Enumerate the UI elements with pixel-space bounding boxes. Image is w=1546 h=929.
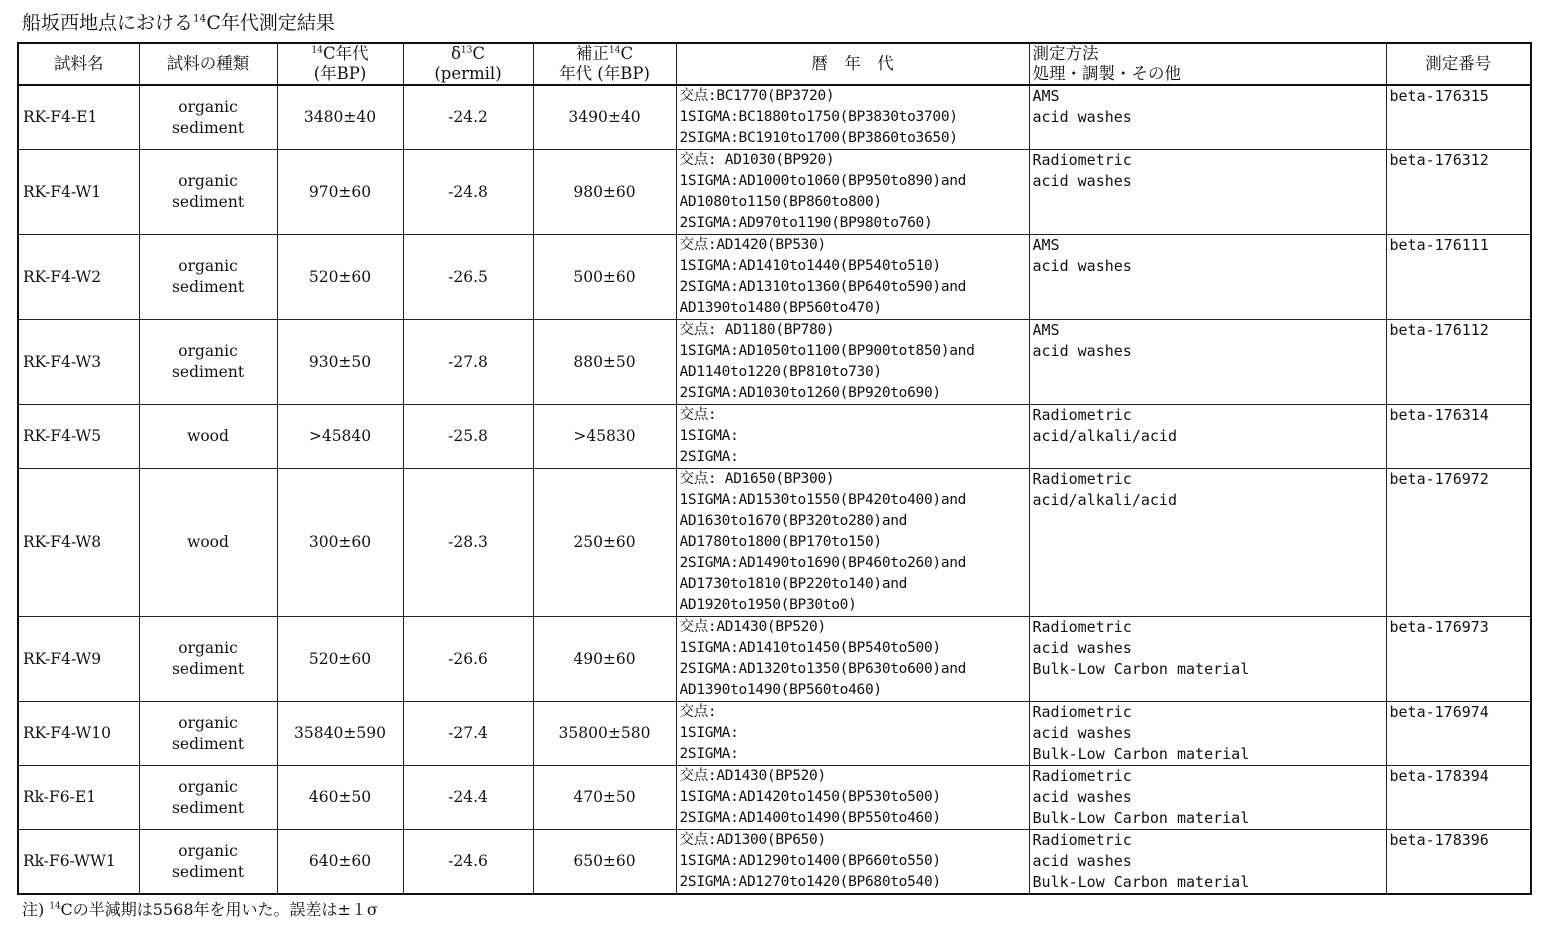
sample-type-cell-line: sediment [171, 734, 245, 753]
sample-type-cell-line: wood [187, 427, 229, 445]
c14-age-cell-text: 35840±590 [294, 724, 386, 742]
corrected-age-cell [533, 617, 676, 702]
measurement-number-cell [1386, 617, 1531, 702]
measurement-number-cell-text: beta-176112 [1389, 321, 1489, 339]
header-type: 試料の種類 [139, 43, 277, 85]
note-superscript: 14 [49, 901, 61, 912]
table-row [18, 85, 1531, 150]
method-cell-line: Bulk-Low Carbon material [1032, 873, 1250, 891]
corrected-age-cell [533, 150, 676, 235]
calendar-age-cell-line: 交点: AD1030(BP920) [679, 152, 835, 168]
calendar-age-cell-line: AD1630to1670(BP320to280)and [679, 513, 908, 529]
calendar-age-cell-line: 1SIGMA:AD1410to1450(BP540to500) [679, 640, 941, 656]
method-cell [1029, 235, 1386, 320]
note-text: Cの半減期は5568年を用いた。誤差は±１σ [60, 900, 378, 919]
method-cell [1029, 405, 1386, 469]
c14-age-cell-text: 520±60 [308, 267, 372, 286]
sample-type-cell-line: sediment [171, 660, 245, 678]
c14-age-cell [277, 469, 403, 617]
method-cell-line: acid washes [1032, 852, 1132, 870]
sample-name-cell-text: RK-F4-W1 [23, 182, 102, 201]
delta13c-cell-text: -28.3 [448, 533, 488, 551]
corrected-age-cell-text: 35800±580 [558, 724, 651, 742]
method-cell [1029, 617, 1386, 702]
delta13c-cell-text: -24.6 [448, 852, 488, 870]
calendar-age-cell-line: AD1920to1950(BP30to0) [679, 597, 857, 613]
sample-name-cell-text: Rk-F6-E1 [23, 788, 97, 806]
sample-name-cell [18, 320, 139, 405]
corrected-age-cell-text: 250±60 [573, 533, 636, 551]
calendar-age-cell [676, 150, 1029, 235]
calendar-age-cell-line: 1SIGMA:AD1420to1450(BP530to500) [679, 789, 941, 805]
sample-type-cell [139, 702, 277, 766]
sample-type-cell-line: organic [178, 841, 238, 860]
method-cell-line: acid washes [1032, 108, 1132, 126]
sample-name-cell-text: RK-F4-W8 [23, 533, 102, 551]
corrected-age-cell-text: 3490±40 [568, 108, 641, 126]
method-cell-line: Radiometric [1032, 151, 1132, 169]
calendar-age-cell-line: 1SIGMA:AD1410to1440(BP540to510) [679, 258, 941, 274]
calendar-age-cell [676, 320, 1029, 405]
header-calendar: 暦 年 代 [676, 43, 1029, 85]
method-cell-line: acid/alkali/acid [1032, 491, 1177, 509]
sample-type-cell-line: sediment [171, 798, 245, 817]
calendar-age-cell-line: 2SIGMA:AD1490to1690(BP460to260)and [679, 555, 967, 571]
header-d13: $\delta^{13}C$ (permil) [403, 43, 533, 85]
measurement-number-cell-text: beta-176315 [1389, 87, 1489, 105]
c14-age-cell [277, 830, 403, 895]
delta13c-cell [403, 702, 533, 766]
calendar-age-cell-line: 交点: [679, 704, 717, 720]
sample-type-cell [139, 150, 277, 235]
calendar-age-cell [676, 469, 1029, 617]
table-row [18, 320, 1531, 405]
c14-age-cell-text: 520±60 [308, 649, 372, 668]
calendar-age-cell-line: 2SIGMA:AD1310to1360(BP640to590)and [679, 279, 967, 295]
measurement-number-cell [1386, 320, 1531, 405]
method-cell [1029, 320, 1386, 405]
corrected-age-cell-text: >45830 [573, 427, 636, 445]
c14-age-cell-text: >45840 [308, 427, 372, 445]
measurement-number-cell [1386, 85, 1531, 150]
sample-type-cell [139, 469, 277, 617]
sample-type-cell-line: organic [178, 639, 238, 657]
corrected-age-cell [533, 405, 676, 469]
c14-age-cell [277, 617, 403, 702]
calendar-age-cell [676, 830, 1029, 895]
method-cell-line: acid washes [1032, 788, 1132, 806]
measurement-number-cell-text: beta-178394 [1389, 767, 1489, 785]
table-row [18, 702, 1531, 766]
method-cell-line: acid washes [1032, 342, 1132, 360]
table-row [18, 150, 1531, 235]
method-cell [1029, 766, 1386, 830]
calendar-age-cell-line: 2SIGMA:AD1400to1490(BP550to460) [679, 810, 941, 826]
measurement-number-cell [1386, 702, 1531, 766]
method-cell [1029, 469, 1386, 617]
corrected-age-cell-text: 980±60 [573, 182, 636, 201]
sample-name-cell-text: RK-F4-E1 [23, 108, 98, 126]
c14-age-cell [277, 85, 403, 150]
sample-type-cell [139, 85, 277, 150]
corrected-age-cell [533, 702, 676, 766]
sample-type-cell-line: organic [178, 97, 238, 116]
header-corrected-age: 補正$^{14}$C 年代 (年BP) [533, 43, 676, 85]
sample-type-cell [139, 320, 277, 405]
header-number: 測定番号 [1386, 43, 1531, 85]
method-cell [1029, 830, 1386, 895]
delta13c-cell [403, 150, 533, 235]
sample-type-cell-line: organic [178, 257, 238, 275]
method-cell-line: AMS [1032, 236, 1060, 254]
calendar-age-cell-line: 2SIGMA:BC1910to1700(BP3860to3650) [679, 130, 958, 146]
corrected-age-cell-text: 650±60 [573, 852, 636, 870]
sample-name-cell [18, 405, 139, 469]
delta13c-cell-text: -26.5 [448, 267, 488, 286]
c14-age-cell-text: 640±60 [308, 852, 372, 870]
calendar-age-cell [676, 702, 1029, 766]
method-cell-line: acid washes [1032, 172, 1132, 190]
sample-type-cell-line: organic [178, 777, 238, 796]
header-age: $^{14}$C年代 (年BP) [277, 43, 403, 85]
method-cell-line: acid/alkali/acid [1032, 427, 1177, 445]
calendar-age-cell-line: 1SIGMA: [679, 428, 739, 444]
calendar-age-cell-line: 1SIGMA: [679, 725, 739, 741]
header-name: 試料名 [18, 43, 139, 85]
method-cell-line: Bulk-Low Carbon material [1032, 745, 1250, 763]
c14-age-cell-text: 3480±40 [303, 108, 377, 126]
sample-type-cell-line: organic [178, 342, 238, 360]
method-cell [1029, 150, 1386, 235]
results-table [17, 42, 1532, 895]
calendar-age-cell-line: 1SIGMA:AD1000to1060(BP950to890)and [679, 173, 967, 189]
sample-name-cell [18, 235, 139, 320]
sample-type-cell-line: sediment [171, 363, 245, 381]
corrected-age-cell-text: 880±50 [573, 352, 636, 371]
delta13c-cell-text: -27.4 [448, 724, 488, 742]
table-row [18, 405, 1531, 469]
method-cell-line: AMS [1032, 321, 1060, 339]
calendar-age-cell-line: AD1390to1480(BP560to470) [679, 300, 882, 316]
c14-age-cell [277, 766, 403, 830]
table-row [18, 830, 1531, 895]
corrected-age-cell [533, 85, 676, 150]
calendar-age-cell-line: 交点:AD1420(BP530) [679, 237, 826, 253]
sample-type-cell [139, 405, 277, 469]
sample-name-cell-text: RK-F4-W5 [23, 427, 102, 445]
method-cell-line: Radiometric [1032, 767, 1132, 785]
header-row [18, 43, 1531, 85]
sample-type-cell-line: sediment [171, 278, 245, 296]
calendar-age-cell-line: 交点:AD1430(BP520) [679, 619, 826, 635]
measurement-number-cell [1386, 766, 1531, 830]
sample-name-cell [18, 469, 139, 617]
calendar-age-cell-line: 交点: AD1180(BP780) [679, 322, 835, 338]
c14-age-cell [277, 702, 403, 766]
sample-name-cell-text: RK-F4-W10 [23, 724, 112, 742]
sample-name-cell [18, 617, 139, 702]
measurement-number-cell [1386, 469, 1531, 617]
measurement-number-cell [1386, 150, 1531, 235]
c14-age-cell-text: 300±60 [308, 533, 372, 551]
measurement-number-cell-text: beta-176111 [1389, 236, 1489, 254]
sample-type-cell [139, 617, 277, 702]
calendar-age-cell-line: 2SIGMA:AD1030to1260(BP920to690) [679, 385, 941, 401]
method-cell-line: acid washes [1032, 639, 1132, 657]
calendar-age-cell-line: 1SIGMA:AD1050to1100(BP900tot850)and [679, 343, 975, 359]
delta13c-cell [403, 320, 533, 405]
c14-age-cell [277, 235, 403, 320]
sample-type-cell-line: sediment [171, 862, 245, 881]
sample-name-cell [18, 766, 139, 830]
sample-type-cell-line: sediment [171, 193, 245, 211]
sample-name-cell [18, 702, 139, 766]
calendar-age-cell [676, 405, 1029, 469]
c14-age-cell-text: 460±50 [308, 788, 372, 806]
c14-age-cell-text: 930±50 [308, 352, 372, 371]
method-cell-line: Radiometric [1032, 618, 1132, 636]
sample-name-cell-text: RK-F4-W3 [23, 352, 102, 371]
calendar-age-cell-line: 2SIGMA:AD1320to1350(BP630to600)and [679, 661, 967, 677]
title-prefix: 船坂西地点における [22, 12, 194, 34]
table-row [18, 235, 1531, 320]
delta13c-cell-text: -24.2 [448, 108, 488, 126]
corrected-age-cell-text: 490±60 [573, 649, 636, 668]
sample-type-cell [139, 766, 277, 830]
sample-name-cell [18, 85, 139, 150]
sample-type-cell-line: organic [178, 713, 238, 732]
calendar-age-cell-line: 2SIGMA:AD1270to1420(BP680to540) [679, 874, 941, 890]
delta13c-cell-text: -26.6 [448, 649, 488, 668]
calendar-age-cell-line: 交点:BC1770(BP3720) [679, 88, 835, 104]
measurement-number-cell [1386, 830, 1531, 895]
sample-name-cell-text: Rk-F6-WW1 [23, 852, 116, 870]
method-cell-line: Bulk-Low Carbon material [1032, 660, 1250, 678]
calendar-age-cell-line: AD1140to1220(BP810to730) [679, 364, 882, 380]
calendar-age-cell-line: AD1390to1490(BP560to460) [679, 682, 882, 698]
measurement-number-cell-text: beta-176314 [1389, 406, 1489, 424]
title-superscript: 14 [193, 12, 207, 25]
calendar-age-cell-line: AD1730to1810(BP220to140)and [679, 576, 908, 592]
calendar-age-cell-line: 交点: AD1650(BP300) [679, 471, 835, 487]
method-cell-line: Radiometric [1032, 831, 1132, 849]
delta13c-cell-text: -27.8 [448, 352, 488, 371]
measurement-number-cell-text: beta-176974 [1389, 703, 1489, 721]
sample-type-cell-line: organic [178, 172, 238, 190]
corrected-age-cell [533, 235, 676, 320]
table-row [18, 617, 1531, 702]
method-cell-line: acid washes [1032, 724, 1132, 742]
method-cell-line: acid washes [1032, 257, 1132, 275]
calendar-age-cell [676, 617, 1029, 702]
delta13c-cell [403, 85, 533, 150]
method-cell-line: Radiometric [1032, 406, 1132, 424]
note-prefix: 注) [22, 900, 45, 919]
corrected-age-cell [533, 766, 676, 830]
calendar-age-cell [676, 235, 1029, 320]
sample-type-cell-line: sediment [171, 118, 245, 137]
method-cell-line: Bulk-Low Carbon material [1032, 809, 1250, 827]
sample-type-cell-line: wood [187, 533, 229, 551]
corrected-age-cell-text: 470±50 [573, 788, 636, 806]
c14-age-cell [277, 320, 403, 405]
header-method: 測定方法 処理・調製・その他 [1029, 43, 1386, 85]
sample-name-cell [18, 150, 139, 235]
delta13c-cell-text: -25.8 [448, 427, 488, 445]
table-body [18, 85, 1531, 894]
calendar-age-cell-line: 1SIGMA:BC1880to1750(BP3830to3700) [679, 109, 958, 125]
measurement-number-cell-text: beta-178396 [1389, 831, 1489, 849]
c14-age-cell [277, 150, 403, 235]
calendar-age-cell-line: 2SIGMA: [679, 449, 739, 465]
method-cell-line: Radiometric [1032, 470, 1132, 488]
delta13c-cell [403, 405, 533, 469]
calendar-age-cell-line: 1SIGMA:AD1530to1550(BP420to400)and [679, 492, 967, 508]
calendar-age-cell-line: 交点:AD1300(BP650) [679, 832, 826, 848]
sample-name-cell [18, 830, 139, 895]
measurement-number-cell [1386, 405, 1531, 469]
method-cell-line: Radiometric [1032, 703, 1132, 721]
calendar-age-cell-line: AD1080to1150(BP860to800) [679, 194, 882, 210]
calendar-age-cell-line: 交点: [679, 407, 717, 423]
sample-type-cell [139, 235, 277, 320]
table-row [18, 766, 1531, 830]
calendar-age-cell [676, 85, 1029, 150]
measurement-number-cell-text: beta-176972 [1389, 470, 1489, 488]
corrected-age-cell [533, 320, 676, 405]
calendar-age-cell-line: AD1780to1800(BP170to150) [679, 534, 882, 550]
calendar-age-cell-line: 交点:AD1430(BP520) [679, 768, 826, 784]
measurement-number-cell [1386, 235, 1531, 320]
measurement-number-cell-text: beta-176973 [1389, 618, 1489, 636]
delta13c-cell [403, 617, 533, 702]
c14-age-cell [277, 405, 403, 469]
calendar-age-cell [676, 766, 1029, 830]
sample-name-cell-text: RK-F4-W9 [23, 649, 102, 668]
delta13c-cell-text: -24.8 [448, 182, 488, 201]
calendar-age-cell-line: 1SIGMA:AD1290to1400(BP660to550) [679, 853, 941, 869]
corrected-age-cell [533, 469, 676, 617]
table-row [18, 469, 1531, 617]
sample-name-cell-text: RK-F4-W2 [23, 267, 102, 286]
c14-age-cell-text: 970±60 [308, 182, 372, 201]
delta13c-cell [403, 830, 533, 895]
method-cell [1029, 702, 1386, 766]
measurement-number-cell-text: beta-176312 [1389, 151, 1489, 169]
method-cell [1029, 85, 1386, 150]
calendar-age-cell-line: 2SIGMA: [679, 746, 739, 762]
delta13c-cell [403, 235, 533, 320]
delta13c-cell [403, 766, 533, 830]
corrected-age-cell-text: 500±60 [573, 267, 636, 286]
title-suffix: C年代測定結果 [206, 12, 335, 34]
delta13c-cell [403, 469, 533, 617]
footnote [22, 897, 378, 920]
method-cell-line: AMS [1032, 87, 1060, 105]
delta13c-cell-text: -24.4 [448, 788, 488, 806]
sample-type-cell [139, 830, 277, 895]
page-title [22, 8, 335, 35]
corrected-age-cell [533, 830, 676, 895]
calendar-age-cell-line: 2SIGMA:AD970to1190(BP980to760) [679, 215, 933, 231]
